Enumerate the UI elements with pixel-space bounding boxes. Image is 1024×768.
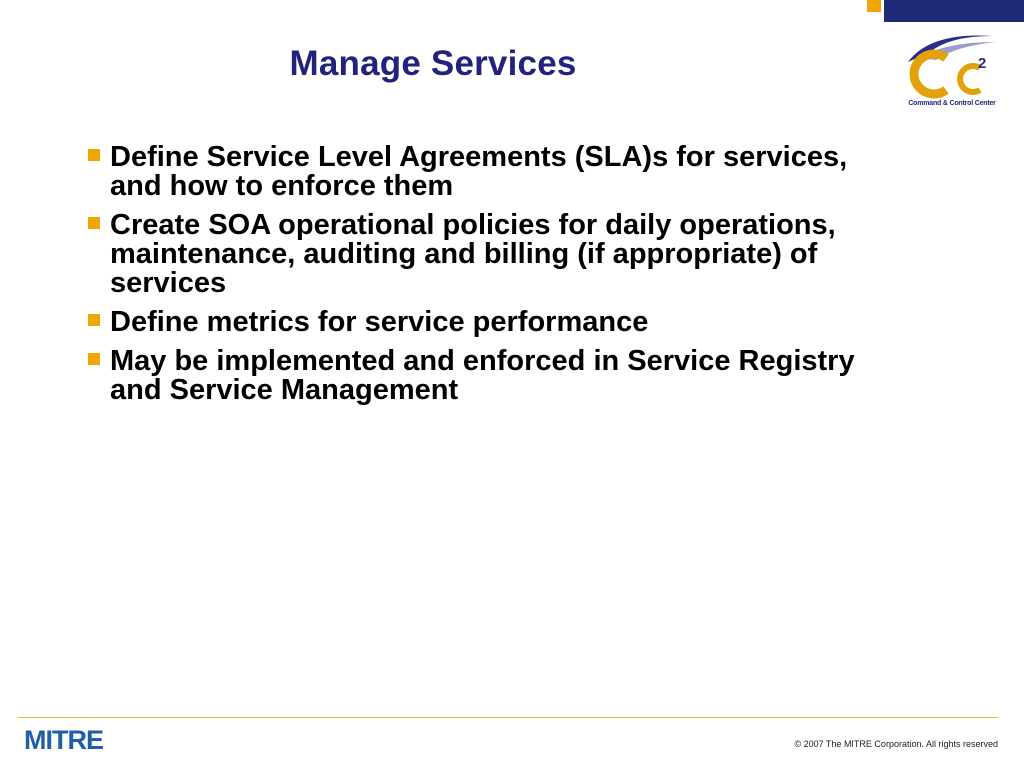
logo-superscript: 2 — [978, 55, 987, 72]
copyright-notice: © 2007 The MITRE Corporation. All rights reserved — [794, 739, 998, 749]
corner-accent-navy — [884, 0, 1024, 22]
bullet-list — [88, 143, 898, 415]
footer-divider — [18, 717, 998, 718]
bullet-text: Define metrics for service performance — [110, 306, 649, 338]
corner-accent-gold — [867, 0, 881, 12]
square-bullet-icon — [88, 149, 100, 161]
bullet-text: Create SOA operational policies for daily operations, maintenance, auditing and billing (if appropriate) of services — [110, 209, 836, 299]
logo-caption: Command & Control Center — [908, 100, 996, 107]
square-bullet-icon — [88, 217, 100, 229]
bullet-item — [88, 347, 898, 405]
bullet-item — [88, 211, 898, 298]
square-bullet-icon — [88, 314, 100, 326]
bullet-text: Define Service Level Agreements (SLA)s for services, and how to enforce them — [110, 141, 848, 202]
mitre-logo: MITRE — [24, 725, 103, 755]
slide-title: Manage Services — [289, 44, 577, 83]
square-bullet-icon — [88, 353, 100, 365]
bullet-text: May be implemented and enforced in Service Registry and Service Management — [110, 345, 855, 406]
bullet-item — [88, 308, 898, 337]
bullet-item — [88, 143, 898, 201]
